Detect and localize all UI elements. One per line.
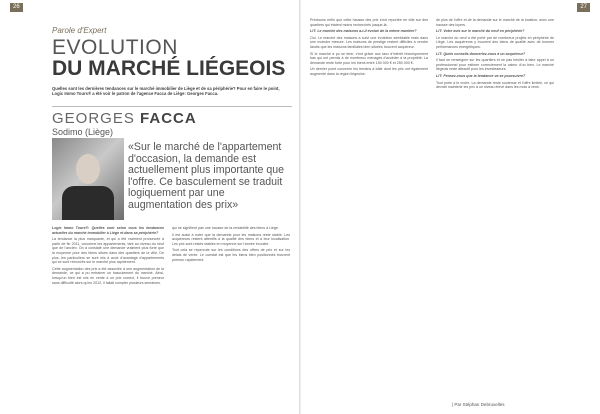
expert-affiliation: Sodimo (Liège) xyxy=(52,127,114,137)
expert-photo xyxy=(52,138,124,220)
paragraph: Si le marché a pu se tenir, c'est grâce aux taux d'intérêt historiquement bas qui ont permis à de nombreux ménages d'accéder à la propriété. La demande reste forte pour les biens entre 150 000 € et 250 000 €. xyxy=(310,51,428,65)
title-line-1: EVOLUTION xyxy=(52,36,178,59)
question: LIT: Pensez-vous que la tendance va se poursuivre? xyxy=(436,73,526,78)
paragraph: Précisons enfin que cette hausse des prix s'est reportée en ville sur des quartiers qui étaient moins recherchés jusque-là. xyxy=(310,18,428,27)
expert-first-name: GEORGES xyxy=(52,110,135,127)
title-line-2: DU MARCHÉ LIÉGEOIS xyxy=(52,57,286,80)
page-number-right: 27 xyxy=(577,3,590,12)
paragraph: La tendance la plus marquante, et qui a été vraiment prononcée à partir de fin 2011, concerne les appartements, tant au niveau du neuf que de l'ancien. On a constaté une demande vraiment plus forte que la moyenne pour des biens situés dans des quartiers de la ville. De plus, les particuliers se sont mis à avoir d'avantage d'appartements qui se sont retrouvés sur le marché plus rapidement. xyxy=(52,237,164,265)
paragraph: Tout cela se répercute sur les conditions des offres de prix et sur les délais de vente. Le constat est que les biens bien positionnés trouvent preneur rapidement. xyxy=(172,248,290,262)
expert-name xyxy=(52,110,197,127)
page-spine xyxy=(299,0,301,414)
paragraph: Logic Immo Tours®: Quelles sont selon vous les tendances actuelles du marché immobilier à Liège et dans sa périphérie? xyxy=(52,226,164,235)
text-column-4 xyxy=(436,18,554,92)
question: LIT: Le marché des maisons a-t-il évolué de la même manière? xyxy=(310,29,417,34)
text-column-3 xyxy=(310,18,428,79)
paragraph: qui ne signifient pas une hausse de la rentabilité des biens à Liège. xyxy=(172,226,279,230)
paragraph: Oui. Le marché des maisons a suivi une évolution semblable mais dans une moindre mesure. Les maisons de prestige restent difficiles à vendre tandis que les maisons familiales bien situées trouvent acquéreur. xyxy=(310,35,428,49)
question: LIT: Quels conseils donneriez-vous à un acquéreur? xyxy=(436,51,526,56)
article-lede: Quelles sont les dernières tendances sur le marché immobilier de Liège et de sa périphérie? Pour en faire le point, Logic Immo Tours® a été voir le patron de l'agence Facca de Liège: Georges Facca. xyxy=(52,86,280,97)
question: LIT: Votre avis sur le marché du neuf en périphérie? xyxy=(436,29,525,34)
paragraph: Il est aussi à noter que la demande pour les maisons reste stable. Les acquéreurs restent attentifs à la qualité des biens et à leur localisation. Les prix sont restés stables en moyenne sur l'année écoulée. xyxy=(172,232,290,246)
paragraph: de plus de l'offre et de la demande sur le marché de la location, avec une hausse des loyers. xyxy=(436,18,554,27)
article-title xyxy=(52,38,292,80)
pull-quote: «Sur le marché de l'appartement d'occasion, la demande est actuellement plus importante que l'offre. Ce basculement se traduit logiquement par une augmentation des prix» xyxy=(128,141,285,211)
page-number-left: 26 xyxy=(10,3,23,12)
photo-suit xyxy=(62,186,114,220)
paragraph: Il faut se renseigner sur les quartiers et ne pas hésiter à faire appel à un professionnel pour estimer correctement la valeur d'un bien. Le marché liégeois reste attractif pour les investisseurs. xyxy=(436,58,554,72)
paragraph: Un dernier point concerne les terrains à bâtir dont les prix ont également augmenté dans la région liégeoise. xyxy=(310,67,428,76)
paragraph: Le marché du neuf a été porté par de nombreux projets en périphérie de Liège. Les acquéreurs y trouvent des biens de qualité avec de bonnes performances énergétiques. xyxy=(436,35,554,49)
paragraph: Tout porte à le croire. La demande reste soutenue et l'offre limitée, ce qui devrait maintenir les prix à un niveau élevé dans les mois à venir. xyxy=(436,80,554,90)
text-column-1 xyxy=(52,226,164,287)
paragraph: Cette augmentation des prix a été associée à une augmentation de la demande, ce qui a pu entrainer un basculement du marché. Ainsi, lorsqu'un bien est mis en vente à un prix correct, il trouve preneur sans difficulté alors qu'en 2012, il fallait compter plusieurs semaines. xyxy=(52,266,164,285)
divider xyxy=(52,106,292,107)
section-rubric: Parole d'Expert xyxy=(52,26,107,35)
photo-face xyxy=(76,154,100,184)
expert-last-name: FACCA xyxy=(140,110,197,127)
text-column-2 xyxy=(172,226,290,264)
byline: | Par Stéphan Debruxelles xyxy=(452,402,505,407)
